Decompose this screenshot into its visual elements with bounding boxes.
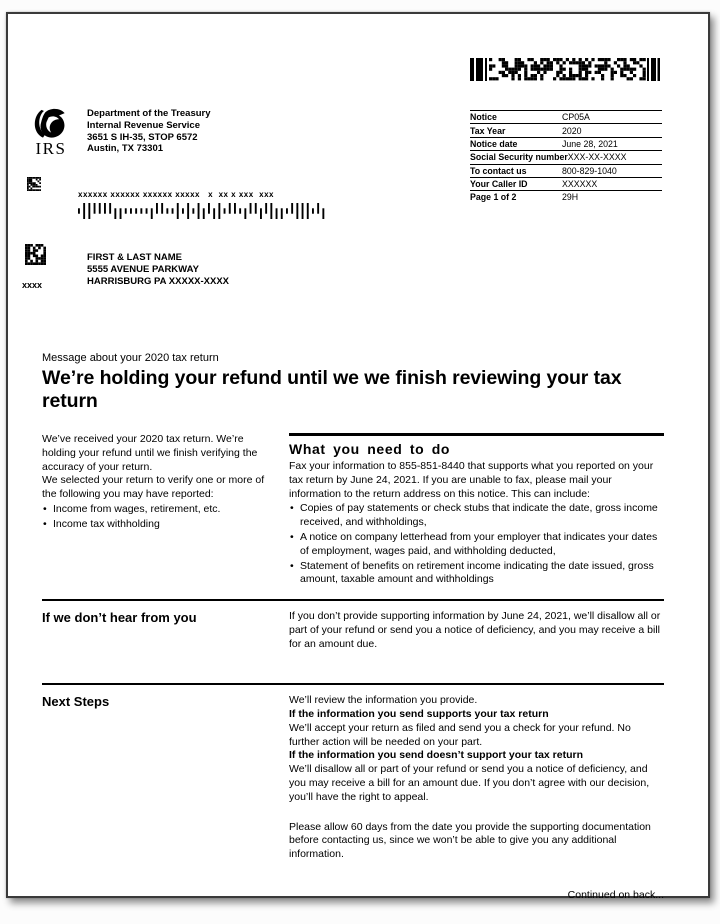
row-label: Notice date [470, 138, 518, 149]
section-heading: Next Steps [42, 694, 110, 710]
section-if-no-hear [42, 610, 664, 672]
irs-eagle-icon [31, 108, 71, 140]
table-row [470, 110, 662, 123]
section-body-column [289, 610, 664, 672]
row-label: Your Caller ID [470, 179, 528, 190]
section-paragraph: Please allow 60 days from the date you provide the supporting documentation before contacting us, since we won’t be able to give you any additional information. [289, 820, 651, 861]
notice-barcode [470, 58, 660, 81]
page-title: We’re holding your refund until we we finish reviewing your tax return [42, 367, 622, 412]
sender-address-line: Department of the Treasury [87, 108, 211, 119]
notice-page [6, 12, 710, 901]
table-row [470, 123, 662, 136]
list-item: • Income from wages, retirement, etc. [42, 503, 273, 517]
postal-barcode [78, 203, 330, 219]
mail-side-code: xxxx [22, 280, 43, 290]
sender-address [87, 108, 211, 157]
list-item: • Income tax withholding [42, 518, 273, 532]
recipient-line: HARRISBURG PA XXXXX-XXXX [87, 276, 229, 287]
table-row [470, 177, 662, 190]
irs-logo [28, 108, 74, 157]
section-body-column [289, 694, 664, 862]
datamatrix-icon [25, 244, 46, 265]
row-label: Notice [470, 112, 497, 123]
section-next-steps [42, 694, 664, 862]
sub-heading: If the information you send supports your tax return [289, 707, 549, 720]
recipient-line: 5555 AVENUE PARKWAY [87, 264, 199, 275]
row-value: 2020 [562, 125, 582, 136]
recipient-address [87, 252, 229, 288]
row-value: XXXXXX [562, 179, 598, 190]
table-row [470, 190, 662, 203]
sender-address-line: Internal Revenue Service [87, 119, 200, 131]
sender-block [28, 108, 211, 157]
intro-column [42, 433, 289, 588]
row-label: To contact us [470, 165, 527, 176]
intro-paragraph: We selected your return to verify one or more of the following you may have reported: [42, 474, 265, 501]
documents-bullet-list [289, 502, 664, 587]
sub-heading: If the information you send doesn’t support your tax return [289, 749, 584, 762]
list-item: • Statement of benefits on retirement income indicating the date issued, gross amount, taxable amount and withholdings [289, 560, 664, 588]
section-what-you-need [42, 433, 664, 588]
section-divider [42, 599, 664, 601]
row-label: Social Security number [470, 152, 568, 163]
notice-info-table [470, 110, 662, 204]
row-value: 29H [562, 192, 579, 203]
sender-address-line: 3651 S IH-35, STOP 6572 [87, 131, 198, 143]
section-heading: If we don’t hear from you [42, 610, 197, 626]
section-paragraph: We’ll review the information you provide. [289, 694, 478, 707]
section-heading: What you need to do [289, 441, 451, 457]
section-paragraph: We’ll disallow all or part of your refund or send you a notice of deficiency, and you may receive a bill for an amount due. If you don’t agree with our decision, you’ll have the right to appeal. [289, 763, 650, 803]
row-value: CP05A [562, 112, 590, 123]
section-rule [289, 433, 664, 436]
irs-wordmark: IRS [35, 139, 67, 158]
datamatrix-icon [27, 177, 41, 191]
sender-address-line: Austin, TX 73301 [87, 143, 164, 155]
section-paragraph: Fax your information to 855-851-8440 that supports what you reported on your tax return by June 24, 2021. If you are unable to fax, please mail your information to the return address on this notice. This can include: [289, 460, 654, 500]
row-label: Page 1 of 2 [470, 192, 517, 203]
list-item: • Copies of pay statements or check stubs that indicate the date, gross income received, and withholdings, [289, 502, 664, 530]
row-value: XXX-XX-XXXX [567, 152, 627, 163]
section-heading-column [42, 694, 289, 862]
recipient-line: FIRST & LAST NAME [87, 252, 182, 263]
mail-route-code: xxxxxx xxxxxx xxxxxx xxxxx x xx x xxx xxx [78, 190, 274, 199]
letter-body [8, 352, 708, 901]
continued-note: Continued on back... [567, 888, 664, 901]
section-heading-column [42, 610, 289, 672]
row-label: Tax Year [470, 125, 506, 136]
section-paragraph: We’ll accept your return as filed and send you a check for your refund. No further action will be needed on your part. [289, 721, 631, 748]
section-divider [42, 683, 664, 685]
table-row [470, 137, 662, 150]
intro-paragraph: We’ve received your 2020 tax return. We’re holding your refund until we finish verifying the accuracy of your return. [42, 433, 258, 473]
list-item: • A notice on company letterhead from your employer that indicates your dates of employment, wages paid, and withholding deducted, [289, 531, 664, 559]
row-value: June 28, 2021 [562, 138, 618, 149]
what-you-need-column [289, 433, 664, 588]
table-row [470, 150, 662, 163]
section-paragraph: If you don’t provide supporting information by June 24, 2021, we’ll disallow all or part of your refund or send you a notice of deficiency, and you may receive a bill for an amount due. [289, 610, 661, 650]
table-row [470, 164, 662, 177]
row-value: 800-829-1040 [562, 165, 617, 176]
intro-bullet-list [42, 503, 273, 532]
subject-line: Message about your 2020 tax return [42, 352, 219, 364]
